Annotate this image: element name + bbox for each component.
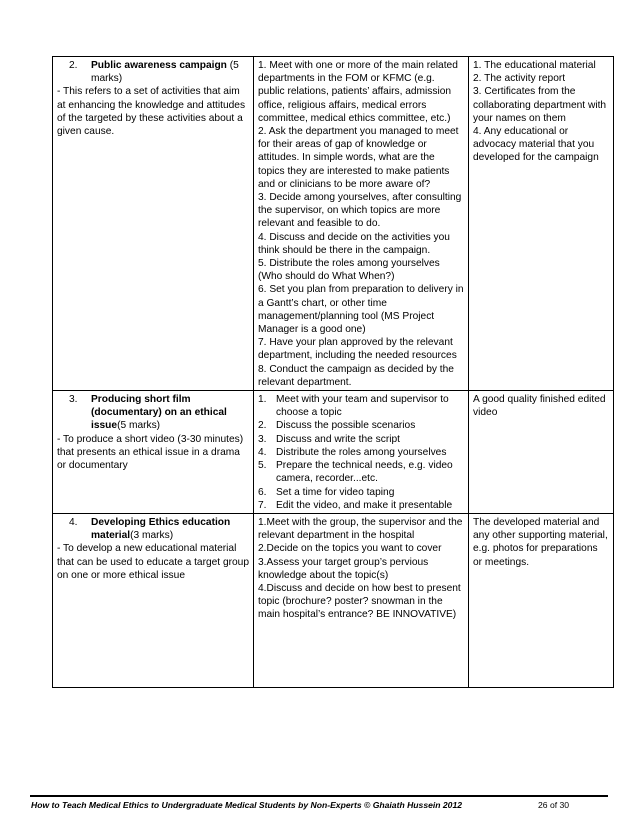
activity-number: 3. (69, 394, 78, 406)
activity-marks: (3 marks) (130, 530, 174, 542)
step-item: 8. Conduct the campaign as decided by the relevant department. (258, 363, 454, 388)
step-item: 2. Discuss the possible scenarios (258, 420, 416, 432)
step-item: 5. Distribute the roles among yourselves (Who should do What When?) (258, 258, 440, 283)
footer-divider (30, 795, 608, 797)
activity-cell (53, 513, 254, 687)
step-item: 7. Have your plan approved by the relevant department, including the needed resources (258, 337, 457, 362)
deliverables-cell (469, 513, 614, 687)
footer-citation: How to Teach Medical Ethics to Undergraduate Medical Students by Non-Experts © Ghaiath Hussein 2012 (31, 800, 463, 810)
step-item: 1. Meet with your team and supervisor to choose a topic (258, 394, 449, 419)
activity-heading (57, 393, 249, 433)
activity-marks: (5 marks) (117, 420, 161, 432)
steps-cell (254, 513, 469, 687)
activity-cell (53, 57, 254, 391)
step-item: 4. Discuss and decide on the activities you think should be there in the campaign. (258, 231, 450, 256)
deliverable-item: 4. Any educational or advocacy material that you developed for the campaign (473, 126, 599, 164)
step-item: 6. Set a time for video taping (258, 486, 395, 498)
step-item: 4.Discuss and decide on how best to present topic (brochure? poster? snowman in the main hospital’s entrance? BE INNOVATIVE) (258, 582, 461, 621)
activity-heading (57, 59, 249, 85)
step-item: 3. Discuss and write the script (258, 433, 400, 445)
table-row (53, 57, 614, 391)
table-row (53, 513, 614, 687)
activity-description: - This refers to a set of activities that aim at enhancing the knowledge and attitudes of the targeted by these activities about a given cause. (57, 86, 246, 138)
activity-title: Developing Ethics education material (91, 516, 231, 542)
activity-marks: (5 marks) (91, 60, 239, 85)
deliverables-cell (469, 391, 614, 514)
steps-cell (254, 57, 469, 391)
step-item: 6. Set you plan from preparation to delivery in a Gantt’s chart, or other time management/planning tool (MS Project Manager is a good one) (258, 284, 464, 336)
activity-cell (53, 391, 254, 514)
activity-title: Public awareness campaign (91, 60, 227, 71)
table-row (53, 391, 614, 514)
step-item: 3.Assess your target group’s pervious knowledge about the topic(s) (258, 556, 429, 581)
steps-cell (254, 391, 469, 514)
deliverables-cell (469, 57, 614, 391)
deliverable-item: 3. Certificates from the collaborating department with your names on them (473, 86, 607, 124)
deliverable-item: 1. The educational material (473, 60, 596, 71)
activity-number: 2. (69, 60, 78, 71)
deliverable-item: A good quality finished edited video (473, 394, 606, 419)
activity-title: Producing short film (documentary) on an ethical issue (91, 394, 227, 432)
activity-description: - To develop a new educational material that can be used to educate a target group on one or more ethical issue (57, 543, 250, 581)
step-item: 2.Decide on the topics you want to cover (258, 543, 442, 555)
deliverable-item: 2. The activity report (473, 73, 566, 85)
step-item: 2. Ask the department you managed to meet for their areas of gap of knowledge or attitudes. In simple words, what are the topics they are interested to make patients and or clinicians to be more aware of? (258, 126, 459, 190)
step-item: 5. Prepare the technical needs, e.g. video camera, recorder...etc. (258, 460, 453, 485)
activity-heading (57, 516, 249, 542)
deliverable-item: The developed material and any other supporting material, e.g. photos for preparations or meetings. (473, 516, 608, 568)
assignments-table (52, 56, 614, 688)
step-item: 4. Distribute the roles among yourselves (258, 446, 447, 458)
activity-number: 4. (69, 516, 78, 528)
page-number: 26 of 30 (538, 800, 570, 810)
step-item: 1. Meet with one or more of the main related departments in the FOM or KFMC (e.g. public relations, patients’ affairs, admission office, religious affairs, medical errors committee, medical ethics committee, etc.) (258, 60, 458, 124)
step-item: 7. Edit the video, and make it presentable (258, 499, 453, 511)
activity-description: - To produce a short video (3-30 minutes) that presents an ethical issue in a drama or documentary (57, 433, 244, 472)
step-item: 1.Meet with the group, the supervisor and the relevant department in the hospital (258, 516, 463, 542)
step-item: 3. Decide among yourselves, after consulting the supervisor, on which topics are more relevant and feasible to do. (258, 192, 462, 230)
